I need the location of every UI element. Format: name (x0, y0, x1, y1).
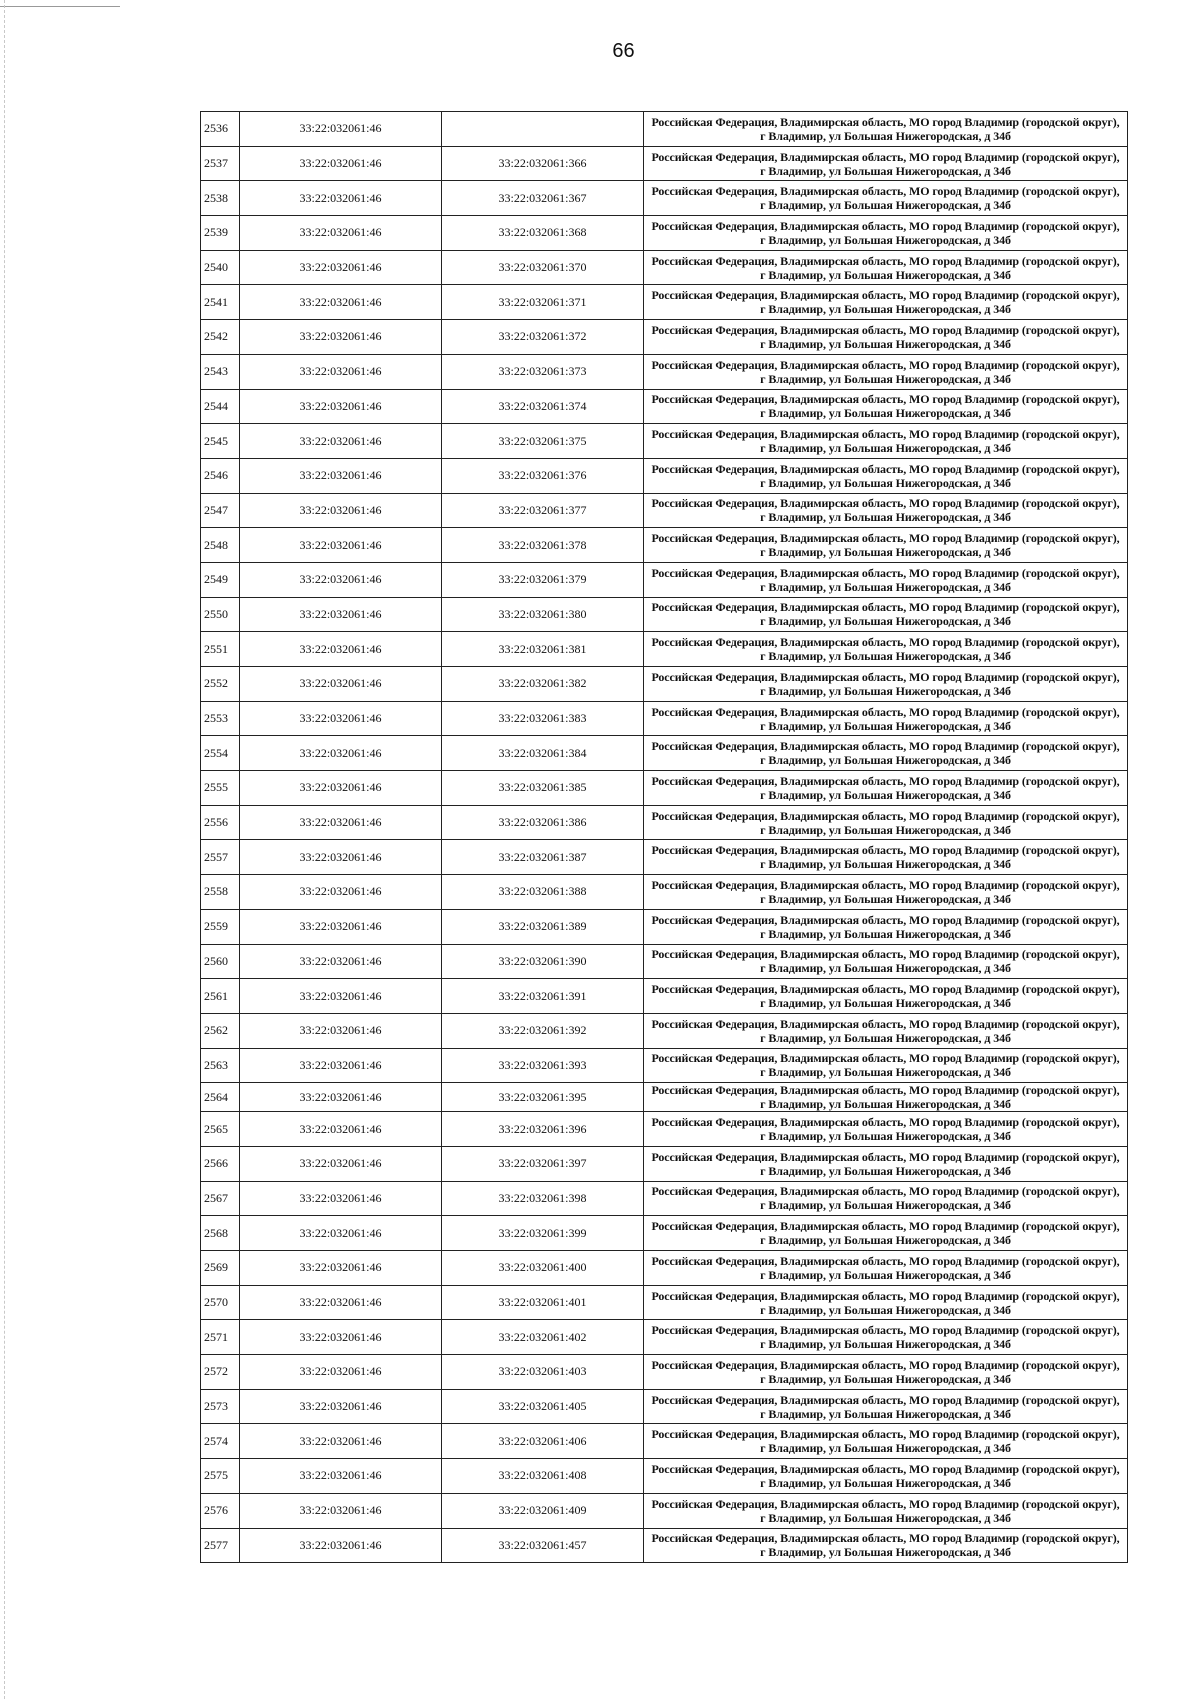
object-cadastral-number: 33:22:032061:398 (442, 1181, 644, 1216)
table-row (201, 458, 1128, 493)
row-number: 2540 (201, 250, 240, 285)
address-cell (644, 771, 1128, 806)
table-row (201, 701, 1128, 736)
address-line-2: г Владимир, ул Большая Нижегородская, д 34б (760, 961, 1011, 976)
row-number: 2546 (201, 458, 240, 493)
address-line-2: г Владимир, ул Большая Нижегородская, д 34б (760, 1065, 1011, 1080)
row-number: 2551 (201, 632, 240, 667)
address-line-1: Российская Федерация, Владимирская область, МО город Владимир (городской округ), (651, 1051, 1120, 1066)
row-number: 2571 (201, 1320, 240, 1355)
row-number: 2574 (201, 1424, 240, 1459)
address-line-1: Российская Федерация, Владимирская область, МО город Владимир (городской округ), (651, 669, 1120, 684)
address-line-1: Российская Федерация, Владимирская область, МО город Владимир (городской округ), (651, 1016, 1120, 1031)
address-line-2: г Владимир, ул Большая Нижегородская, д 34б (760, 406, 1011, 421)
parent-cadastral-number: 33:22:032061:46 (240, 562, 442, 597)
parent-cadastral-number: 33:22:032061:46 (240, 805, 442, 840)
row-number: 2561 (201, 979, 240, 1014)
address-cell (644, 181, 1128, 216)
address-line-2: г Владимир, ул Большая Нижегородская, д 34б (760, 1129, 1011, 1144)
row-number: 2575 (201, 1459, 240, 1494)
address-cell (644, 146, 1128, 181)
address-cell (644, 1013, 1128, 1048)
address-line-2: г Владимир, ул Большая Нижегородская, д 34б (760, 996, 1011, 1011)
address-line-2: г Владимир, ул Большая Нижегородская, д 34б (760, 857, 1011, 872)
parent-cadastral-number: 33:22:032061:46 (240, 216, 442, 251)
parent-cadastral-number: 33:22:032061:46 (240, 944, 442, 979)
object-cadastral-number: 33:22:032061:388 (442, 875, 644, 910)
address-line-2: г Владимир, ул Большая Нижегородская, д 34б (760, 336, 1011, 351)
address-line-1: Российская Федерация, Владимирская область, МО город Владимир (городской округ), (651, 531, 1120, 546)
table-row (201, 1389, 1128, 1424)
parent-cadastral-number: 33:22:032061:46 (240, 1459, 442, 1494)
table-row (201, 250, 1128, 285)
parent-cadastral-number: 33:22:032061:46 (240, 1493, 442, 1528)
table-row (201, 285, 1128, 320)
table-row (201, 1181, 1128, 1216)
table-row (201, 424, 1128, 459)
address-cell (644, 805, 1128, 840)
scan-edge-left (4, 0, 5, 1699)
address-line-1: Российская Федерация, Владимирская область, МО город Владимир (городской округ), (651, 739, 1120, 754)
address-line-1: Российская Федерация, Владимирская область, МО город Владимир (городской округ), (651, 357, 1120, 372)
address-cell (644, 1083, 1128, 1112)
address-line-2: г Владимир, ул Большая Нижегородская, д 34б (760, 891, 1011, 906)
address-cell (644, 1424, 1128, 1459)
object-cadastral-number: 33:22:032061:367 (442, 181, 644, 216)
address-line-1: Российская Федерация, Владимирская область, МО город Владимир (городской округ), (651, 392, 1120, 407)
address-cell (644, 1493, 1128, 1528)
address-cell (644, 875, 1128, 910)
row-number: 2572 (201, 1355, 240, 1390)
table-row (201, 1216, 1128, 1251)
table-row (201, 493, 1128, 528)
address-line-2: г Владимир, ул Большая Нижегородская, д 34б (760, 1510, 1011, 1525)
row-number: 2558 (201, 875, 240, 910)
row-number: 2538 (201, 181, 240, 216)
table-row (201, 1424, 1128, 1459)
address-cell (644, 528, 1128, 563)
table-row (201, 1320, 1128, 1355)
address-line-2: г Владимир, ул Большая Нижегородская, д 34б (760, 1545, 1011, 1560)
object-cadastral-number: 33:22:032061:399 (442, 1216, 644, 1251)
address-cell (644, 1389, 1128, 1424)
table-row (201, 1285, 1128, 1320)
address-line-2: г Владимир, ул Большая Нижегородская, д 34б (760, 787, 1011, 802)
address-line-1: Российская Федерация, Владимирская область, МО город Владимир (городской округ), (651, 1083, 1120, 1098)
address-line-1: Российская Федерация, Владимирская область, МО город Владимир (городской округ), (651, 1392, 1120, 1407)
address-line-1: Российская Федерация, Владимирская область, МО город Владимир (городской округ), (651, 808, 1120, 823)
table-row (201, 597, 1128, 632)
address-line-2: г Владимир, ул Большая Нижегородская, д 34б (760, 545, 1011, 560)
address-cell (644, 1216, 1128, 1251)
row-number: 2543 (201, 354, 240, 389)
object-cadastral-number: 33:22:032061:391 (442, 979, 644, 1014)
address-line-1: Российская Федерация, Владимирская область, МО город Владимир (городской округ), (651, 149, 1120, 164)
row-number: 2553 (201, 701, 240, 736)
parent-cadastral-number: 33:22:032061:46 (240, 181, 442, 216)
address-cell (644, 389, 1128, 424)
parent-cadastral-number: 33:22:032061:46 (240, 1216, 442, 1251)
row-number: 2554 (201, 736, 240, 771)
object-cadastral-number: 33:22:032061:383 (442, 701, 644, 736)
table-row (201, 216, 1128, 251)
address-line-2: г Владимир, ул Большая Нижегородская, д 34б (760, 649, 1011, 664)
address-cell (644, 1251, 1128, 1286)
address-line-2: г Владимир, ул Большая Нижегородская, д 34б (760, 1475, 1011, 1490)
object-cadastral-number: 33:22:032061:406 (442, 1424, 644, 1459)
object-cadastral-number: 33:22:032061:395 (442, 1083, 644, 1112)
table-row (201, 1528, 1128, 1563)
table-body (201, 112, 1128, 1563)
parent-cadastral-number: 33:22:032061:46 (240, 112, 442, 147)
address-cell (644, 1355, 1128, 1390)
address-cell (644, 944, 1128, 979)
table-row (201, 1493, 1128, 1528)
object-cadastral-number: 33:22:032061:396 (442, 1112, 644, 1147)
parent-cadastral-number: 33:22:032061:46 (240, 458, 442, 493)
address-cell (644, 597, 1128, 632)
address-line-1: Российская Федерация, Владимирская область, МО город Владимир (городской округ), (651, 114, 1120, 129)
object-cadastral-number: 33:22:032061:370 (442, 250, 644, 285)
table-row (201, 112, 1128, 147)
address-line-2: г Владимир, ул Большая Нижегородская, д 34б (760, 1267, 1011, 1282)
parent-cadastral-number: 33:22:032061:46 (240, 1146, 442, 1181)
object-cadastral-number: 33:22:032061:457 (442, 1528, 644, 1563)
address-line-2: г Владимир, ул Большая Нижегородская, д 34б (760, 718, 1011, 733)
address-cell (644, 701, 1128, 736)
table-row (201, 354, 1128, 389)
row-number: 2556 (201, 805, 240, 840)
page-number: 66 (612, 40, 635, 62)
address-cell (644, 667, 1128, 702)
parent-cadastral-number: 33:22:032061:46 (240, 632, 442, 667)
parent-cadastral-number: 33:22:032061:46 (240, 1285, 442, 1320)
object-cadastral-number: 33:22:032061:402 (442, 1320, 644, 1355)
row-number: 2570 (201, 1285, 240, 1320)
address-cell (644, 285, 1128, 320)
address-line-2: г Владимир, ул Большая Нижегородская, д 34б (760, 1441, 1011, 1456)
row-number: 2562 (201, 1013, 240, 1048)
address-line-2: г Владимир, ул Большая Нижегородская, д 34б (760, 1302, 1011, 1317)
parent-cadastral-number: 33:22:032061:46 (240, 597, 442, 632)
object-cadastral-number: 33:22:032061:400 (442, 1251, 644, 1286)
object-cadastral-number: 33:22:032061:397 (442, 1146, 644, 1181)
address-line-1: Российская Федерация, Владимирская область, МО город Владимир (городской округ), (651, 1253, 1120, 1268)
address-line-1: Российская Федерация, Владимирская область, МО город Владимир (городской округ), (651, 253, 1120, 268)
address-line-2: г Владимир, ул Большая Нижегородская, д 34б (760, 371, 1011, 386)
address-line-1: Российская Федерация, Владимирская область, МО город Владимир (городской округ), (651, 635, 1120, 650)
parent-cadastral-number: 33:22:032061:46 (240, 875, 442, 910)
table-row (201, 1083, 1128, 1112)
address-cell (644, 632, 1128, 667)
object-cadastral-number: 33:22:032061:401 (442, 1285, 644, 1320)
row-number: 2536 (201, 112, 240, 147)
table-row (201, 181, 1128, 216)
object-cadastral-number: 33:22:032061:387 (442, 840, 644, 875)
row-number: 2573 (201, 1389, 240, 1424)
address-cell (644, 250, 1128, 285)
parent-cadastral-number: 33:22:032061:46 (240, 1355, 442, 1390)
table-row (201, 805, 1128, 840)
object-cadastral-number: 33:22:032061:371 (442, 285, 644, 320)
address-line-2: г Владимир, ул Большая Нижегородская, д 34б (760, 232, 1011, 247)
object-cadastral-number: 33:22:032061:378 (442, 528, 644, 563)
table-row (201, 1146, 1128, 1181)
row-number: 2567 (201, 1181, 240, 1216)
address-cell (644, 1048, 1128, 1083)
row-number: 2565 (201, 1112, 240, 1147)
parent-cadastral-number: 33:22:032061:46 (240, 389, 442, 424)
parent-cadastral-number: 33:22:032061:46 (240, 493, 442, 528)
row-number: 2550 (201, 597, 240, 632)
object-cadastral-number: 33:22:032061:373 (442, 354, 644, 389)
address-line-1: Российская Федерация, Владимирская область, МО город Владимир (городской округ), (651, 184, 1120, 199)
parent-cadastral-number: 33:22:032061:46 (240, 320, 442, 355)
address-line-1: Российская Федерация, Владимирская область, МО город Владимир (городской округ), (651, 1357, 1120, 1372)
address-line-2: г Владимир, ул Большая Нижегородская, д 34б (760, 926, 1011, 941)
object-cadastral-number: 33:22:032061:368 (442, 216, 644, 251)
object-cadastral-number: 33:22:032061:405 (442, 1389, 644, 1424)
address-line-2: г Владимир, ул Большая Нижегородская, д 34б (760, 163, 1011, 178)
address-line-2: г Владимир, ул Большая Нижегородская, д 34б (760, 1371, 1011, 1386)
address-line-2: г Владимир, ул Большая Нижегородская, д 34б (760, 1337, 1011, 1352)
scan-edge-line (0, 6, 120, 7)
address-cell (644, 216, 1128, 251)
address-cell (644, 1146, 1128, 1181)
object-cadastral-number: 33:22:032061:386 (442, 805, 644, 840)
parent-cadastral-number: 33:22:032061:46 (240, 1528, 442, 1563)
address-cell (644, 1112, 1128, 1147)
object-cadastral-number (442, 112, 644, 147)
address-line-1: Российская Федерация, Владимирская область, МО город Владимир (городской округ), (651, 982, 1120, 997)
row-number: 2548 (201, 528, 240, 563)
parent-cadastral-number: 33:22:032061:46 (240, 1112, 442, 1147)
row-number: 2568 (201, 1216, 240, 1251)
parent-cadastral-number: 33:22:032061:46 (240, 285, 442, 320)
row-number: 2576 (201, 1493, 240, 1528)
address-line-2: г Владимир, ул Большая Нижегородская, д 34б (760, 510, 1011, 525)
address-cell (644, 1459, 1128, 1494)
address-line-1: Российская Федерация, Владимирская область, МО город Владимир (городской округ), (651, 496, 1120, 511)
object-cadastral-number: 33:22:032061:381 (442, 632, 644, 667)
table-row (201, 875, 1128, 910)
address-line-2: г Владимир, ул Большая Нижегородская, д 34б (760, 683, 1011, 698)
table-row (201, 1013, 1128, 1048)
address-line-1: Российская Федерация, Владимирская область, МО город Владимир (городской округ), (651, 1461, 1120, 1476)
row-number: 2560 (201, 944, 240, 979)
address-line-1: Российская Федерация, Владимирская область, МО город Владимир (городской округ), (651, 461, 1120, 476)
table-row (201, 320, 1128, 355)
table-row (201, 632, 1128, 667)
address-cell (644, 909, 1128, 944)
object-cadastral-number: 33:22:032061:389 (442, 909, 644, 944)
object-cadastral-number: 33:22:032061:409 (442, 1493, 644, 1528)
address-line-1: Российская Федерация, Владимирская область, МО город Владимир (городской округ), (651, 427, 1120, 442)
address-line-1: Российская Федерация, Владимирская область, МО город Владимир (городской округ), (651, 912, 1120, 927)
parent-cadastral-number: 33:22:032061:46 (240, 250, 442, 285)
address-line-2: г Владимир, ул Большая Нижегородская, д 34б (760, 302, 1011, 317)
table-row (201, 840, 1128, 875)
address-line-1: Российская Федерация, Владимирская область, МО город Владимир (городской округ), (651, 565, 1120, 580)
address-line-1: Российская Федерация, Владимирская область, МО город Владимир (городской округ), (651, 1184, 1120, 1199)
address-line-2: г Владимир, ул Большая Нижегородская, д 34б (760, 128, 1011, 143)
address-cell (644, 1320, 1128, 1355)
row-number: 2537 (201, 146, 240, 181)
address-line-1: Российская Федерация, Владимирская область, МО город Владимир (городской округ), (651, 773, 1120, 788)
table-row (201, 1355, 1128, 1390)
address-line-1: Российская Федерация, Владимирская область, МО город Владимир (городской округ), (651, 1496, 1120, 1511)
table-row (201, 979, 1128, 1014)
row-number: 2555 (201, 771, 240, 806)
object-cadastral-number: 33:22:032061:408 (442, 1459, 644, 1494)
object-cadastral-number: 33:22:032061:392 (442, 1013, 644, 1048)
object-cadastral-number: 33:22:032061:384 (442, 736, 644, 771)
address-cell (644, 1285, 1128, 1320)
parent-cadastral-number: 33:22:032061:46 (240, 667, 442, 702)
parent-cadastral-number: 33:22:032061:46 (240, 1320, 442, 1355)
table-row (201, 667, 1128, 702)
table-row (201, 736, 1128, 771)
address-cell (644, 979, 1128, 1014)
address-line-1: Российская Федерация, Владимирская область, МО город Владимир (городской округ), (651, 704, 1120, 719)
address-line-2: г Владимир, ул Большая Нижегородская, д 34б (760, 441, 1011, 456)
object-cadastral-number: 33:22:032061:393 (442, 1048, 644, 1083)
object-cadastral-number: 33:22:032061:366 (442, 146, 644, 181)
address-line-1: Российская Федерация, Владимирская область, МО город Владимир (городской округ), (651, 1531, 1120, 1546)
object-cadastral-number: 33:22:032061:375 (442, 424, 644, 459)
table-row (201, 389, 1128, 424)
table-row (201, 771, 1128, 806)
row-number: 2577 (201, 1528, 240, 1563)
parent-cadastral-number: 33:22:032061:46 (240, 1013, 442, 1048)
address-cell (644, 493, 1128, 528)
row-number: 2542 (201, 320, 240, 355)
row-number: 2566 (201, 1146, 240, 1181)
row-number: 2559 (201, 909, 240, 944)
parent-cadastral-number: 33:22:032061:46 (240, 840, 442, 875)
address-line-1: Российская Федерация, Владимирская область, МО город Владимир (городской округ), (651, 1288, 1120, 1303)
row-number: 2539 (201, 216, 240, 251)
row-number: 2545 (201, 424, 240, 459)
address-line-1: Российская Федерация, Владимирская область, МО город Владимир (городской округ), (651, 600, 1120, 615)
parent-cadastral-number: 33:22:032061:46 (240, 1048, 442, 1083)
address-cell (644, 458, 1128, 493)
row-number: 2547 (201, 493, 240, 528)
parent-cadastral-number: 33:22:032061:46 (240, 424, 442, 459)
address-cell (644, 354, 1128, 389)
address-cell (644, 562, 1128, 597)
address-cell (644, 424, 1128, 459)
object-cadastral-number: 33:22:032061:385 (442, 771, 644, 806)
row-number: 2552 (201, 667, 240, 702)
object-cadastral-number: 33:22:032061:380 (442, 597, 644, 632)
address-line-2: г Владимир, ул Большая Нижегородская, д 34б (760, 1198, 1011, 1213)
table-row (201, 1459, 1128, 1494)
table-row (201, 909, 1128, 944)
parent-cadastral-number: 33:22:032061:46 (240, 909, 442, 944)
address-line-2: г Владимир, ул Большая Нижегородская, д 34б (760, 1163, 1011, 1178)
table-row (201, 1251, 1128, 1286)
address-line-2: г Владимир, ул Большая Нижегородская, д 34б (760, 475, 1011, 490)
address-cell (644, 1181, 1128, 1216)
row-number: 2541 (201, 285, 240, 320)
object-cadastral-number: 33:22:032061:379 (442, 562, 644, 597)
table-row (201, 562, 1128, 597)
address-line-2: г Владимир, ул Большая Нижегородская, д 34б (760, 753, 1011, 768)
address-line-2: г Владимир, ул Большая Нижегородская, д 34б (760, 614, 1011, 629)
address-line-2: г Владимир, ул Большая Нижегородская, д 34б (760, 822, 1011, 837)
address-line-1: Российская Федерация, Владимирская область, МО город Владимир (городской округ), (651, 218, 1120, 233)
address-line-1: Российская Федерация, Владимирская область, МО город Владимир (городской округ), (651, 947, 1120, 962)
row-number: 2544 (201, 389, 240, 424)
address-line-2: г Владимир, ул Большая Нижегородская, д 34б (760, 579, 1011, 594)
address-line-2: г Владимир, ул Большая Нижегородская, д 34б (760, 1233, 1011, 1248)
parent-cadastral-number: 33:22:032061:46 (240, 354, 442, 389)
parent-cadastral-number: 33:22:032061:46 (240, 528, 442, 563)
table-row (201, 528, 1128, 563)
address-line-1: Российская Федерация, Владимирская область, МО город Владимир (городской округ), (651, 288, 1120, 303)
object-cadastral-number: 33:22:032061:377 (442, 493, 644, 528)
parent-cadastral-number: 33:22:032061:46 (240, 736, 442, 771)
address-cell (644, 320, 1128, 355)
object-cadastral-number: 33:22:032061:374 (442, 389, 644, 424)
address-line-2: г Владимир, ул Большая Нижегородская, д 34б (760, 1406, 1011, 1421)
address-line-2: г Владимир, ул Большая Нижегородская, д 34б (760, 1097, 1011, 1112)
address-cell (644, 840, 1128, 875)
address-cell (644, 736, 1128, 771)
address-line-2: г Владимир, ул Большая Нижегородская, д 34б (760, 267, 1011, 282)
address-line-1: Российская Федерация, Владимирская область, МО город Владимир (городской округ), (651, 843, 1120, 858)
table-row (201, 1048, 1128, 1083)
row-number: 2564 (201, 1083, 240, 1112)
address-line-1: Российская Федерация, Владимирская область, МО город Владимир (городской округ), (651, 1149, 1120, 1164)
address-line-2: г Владимир, ул Большая Нижегородская, д 34б (760, 1030, 1011, 1045)
parent-cadastral-number: 33:22:032061:46 (240, 1083, 442, 1112)
parent-cadastral-number: 33:22:032061:46 (240, 146, 442, 181)
address-cell (644, 1528, 1128, 1563)
address-cell (644, 112, 1128, 147)
object-cadastral-number: 33:22:032061:376 (442, 458, 644, 493)
parent-cadastral-number: 33:22:032061:46 (240, 1424, 442, 1459)
table-row (201, 146, 1128, 181)
address-line-2: г Владимир, ул Большая Нижегородская, д 34б (760, 198, 1011, 213)
table-row (201, 1112, 1128, 1147)
address-line-1: Российская Федерация, Владимирская область, МО город Владимир (городской округ), (651, 1219, 1120, 1234)
row-number: 2563 (201, 1048, 240, 1083)
address-line-1: Российская Федерация, Владимирская область, МО город Владимир (городской округ), (651, 877, 1120, 892)
parent-cadastral-number: 33:22:032061:46 (240, 1181, 442, 1216)
parent-cadastral-number: 33:22:032061:46 (240, 771, 442, 806)
table-row (201, 944, 1128, 979)
object-cadastral-number: 33:22:032061:403 (442, 1355, 644, 1390)
address-line-1: Российская Федерация, Владимирская область, МО город Владимир (городской округ), (651, 322, 1120, 337)
address-line-1: Российская Федерация, Владимирская область, МО город Владимир (городской округ), (651, 1427, 1120, 1442)
object-cadastral-number: 33:22:032061:390 (442, 944, 644, 979)
parent-cadastral-number: 33:22:032061:46 (240, 1389, 442, 1424)
address-line-1: Российская Федерация, Владимирская область, МО город Владимир (городской округ), (651, 1115, 1120, 1130)
row-number: 2549 (201, 562, 240, 597)
row-number: 2557 (201, 840, 240, 875)
object-cadastral-number: 33:22:032061:372 (442, 320, 644, 355)
object-cadastral-number: 33:22:032061:382 (442, 667, 644, 702)
parent-cadastral-number: 33:22:032061:46 (240, 1251, 442, 1286)
row-number: 2569 (201, 1251, 240, 1286)
parent-cadastral-number: 33:22:032061:46 (240, 701, 442, 736)
cadastral-table (200, 111, 1128, 1563)
parent-cadastral-number: 33:22:032061:46 (240, 979, 442, 1014)
address-line-1: Российская Федерация, Владимирская область, МО город Владимир (городской округ), (651, 1323, 1120, 1338)
